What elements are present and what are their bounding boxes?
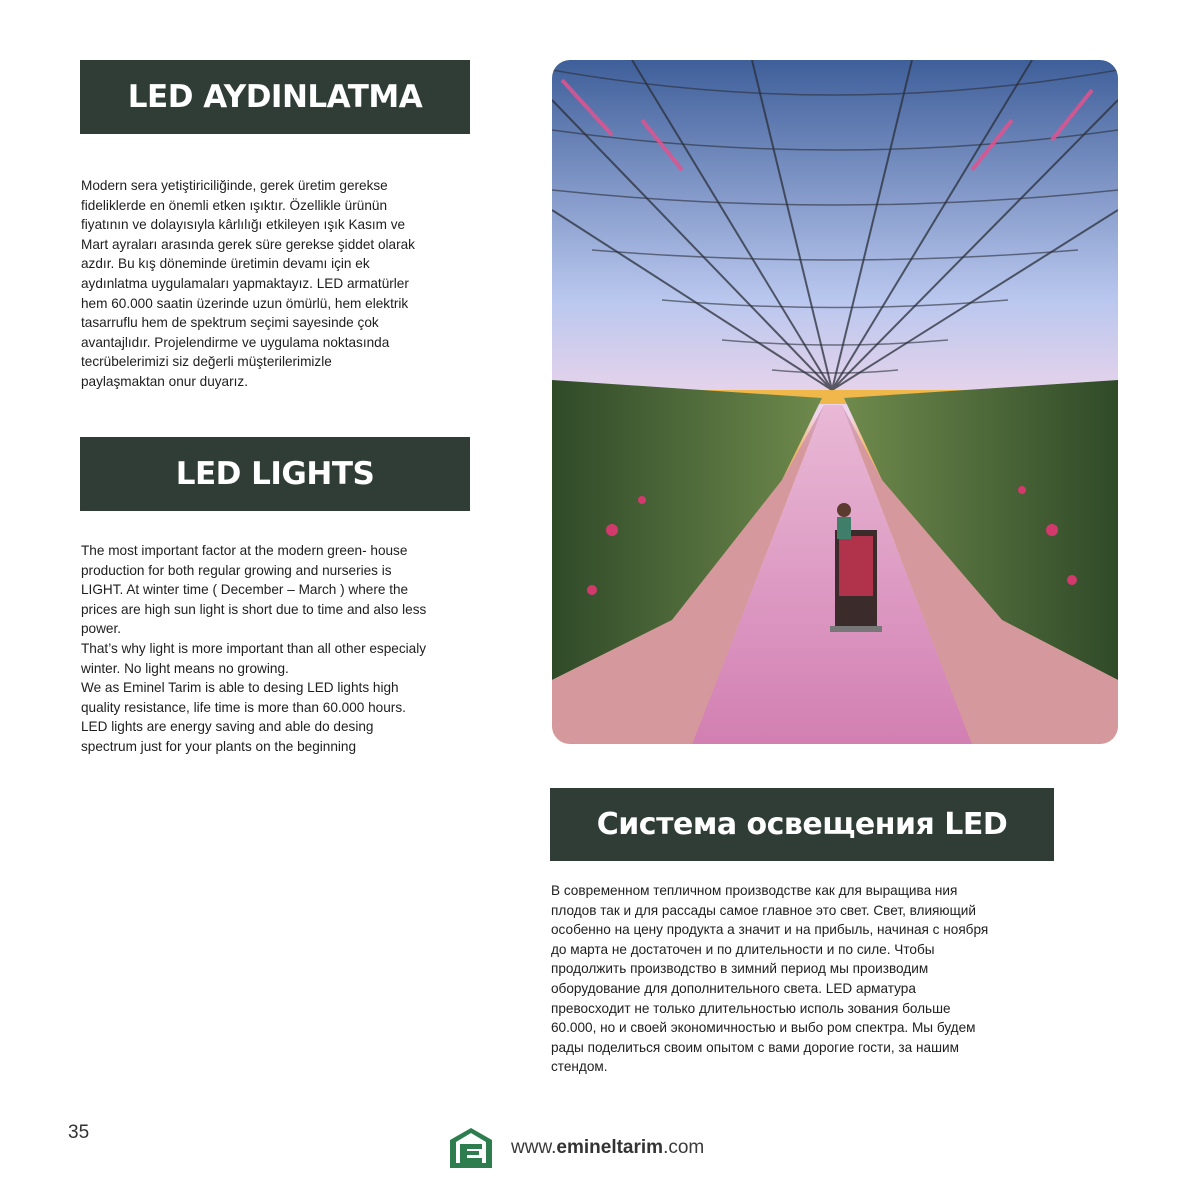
page-number: 35 (68, 1122, 90, 1143)
english-line: LIGHT. At winter time ( December – March ) where the (81, 582, 409, 598)
russian-line: особенно на цену продукта а значит и на прибыль, начиная с ноября (551, 922, 989, 938)
russian-line: превосходит не только длительностью исполь зования больше (551, 1000, 951, 1016)
turkish-line: Mart ayraları arasında gerek süre gerekse şiddet olarak (81, 236, 415, 252)
russian-line: рады поделиться своим опытом с вами дорогие гости, за нашим (551, 1039, 959, 1055)
english-line: That’s why light is more important than all other especialy (81, 640, 427, 656)
russian-section-title: Система освещения LED (550, 788, 1054, 861)
english-line: prices are high sun light is short due to time and also less (81, 601, 427, 617)
turkish-line: fideliklerde en önemli etken ışıktır. Özellikle ürünün (81, 197, 388, 213)
turkish-line: hem 60.000 saatin üzerinde uzun ömürlü, hem elektrik (81, 295, 409, 311)
english-line: We as Eminel Tarim is able to desing LED lights high (81, 680, 399, 696)
russian-line: 60.000, но и своей экономичностью и выбо ром спектра. Мы будем (551, 1020, 976, 1036)
russian-line: В современном тепличном производстве как для выращива ния (551, 883, 958, 898)
russian-line: продолжить производство в зимний период мы производим (551, 961, 929, 977)
english-line: production for both regular growing and nurseries is (81, 562, 392, 578)
english-line: quality resistance, life time is more than 60.000 hours. (81, 699, 406, 715)
russian-body-text (551, 881, 1056, 1077)
turkish-line: aydınlatma uygulamaları yapmaktayız. LED armatürler (81, 275, 409, 291)
turkish-body-text (81, 176, 466, 392)
website-suffix: .com (663, 1137, 705, 1158)
turkish-line: Modern sera yetiştiriciliğinde, gerek üretim gerekse (81, 178, 388, 193)
emineltarim-logo-icon (450, 1128, 492, 1168)
english-line: power. (81, 621, 122, 637)
russian-line: стендом. (551, 1059, 608, 1075)
english-section-title: LED LIGHTS (80, 437, 470, 511)
turkish-line: tecrübelerimizi siz değerli müşterilerimizle (81, 354, 332, 370)
english-line: spectrum just for your plants on the beginning (81, 738, 357, 754)
english-line: LED lights are energy saving and able do desing (81, 719, 374, 735)
english-line: The most important factor at the modern green- house (81, 543, 408, 558)
website-brand: emineltarim (556, 1137, 664, 1158)
turkish-line: tasarruflu hem de spektrum seçimi sayesinde çok (81, 315, 379, 331)
turkish-line: paylaşmaktan onur duyarız. (81, 373, 248, 389)
turkish-section-title: LED AYDINLATMA (80, 60, 470, 134)
greenhouse-led-photo (552, 60, 1118, 744)
website-prefix: www. (511, 1137, 557, 1158)
russian-line: плодов так и для рассады самое главное это свет. Свет, влияющий (551, 902, 976, 918)
russian-line: до марта не достаточен и по длительности и по силе. Чтобы (551, 941, 935, 957)
english-body-text (81, 541, 476, 757)
turkish-line: azdır. Bu kış döneminde üretimin devamı için ek (81, 256, 370, 272)
turkish-line: avantajlıdır. Projelendirme ve uygulama noktasında (81, 334, 390, 350)
russian-line: оборудование для дополнительного света. LED арматура (551, 980, 916, 996)
website-link[interactable] (511, 1137, 704, 1159)
turkish-line: fiyatının ve dolayısıyla kârlılığı etkileyen ışık Kasım ve (81, 217, 406, 233)
english-line: winter. No light means no growing. (81, 660, 289, 676)
